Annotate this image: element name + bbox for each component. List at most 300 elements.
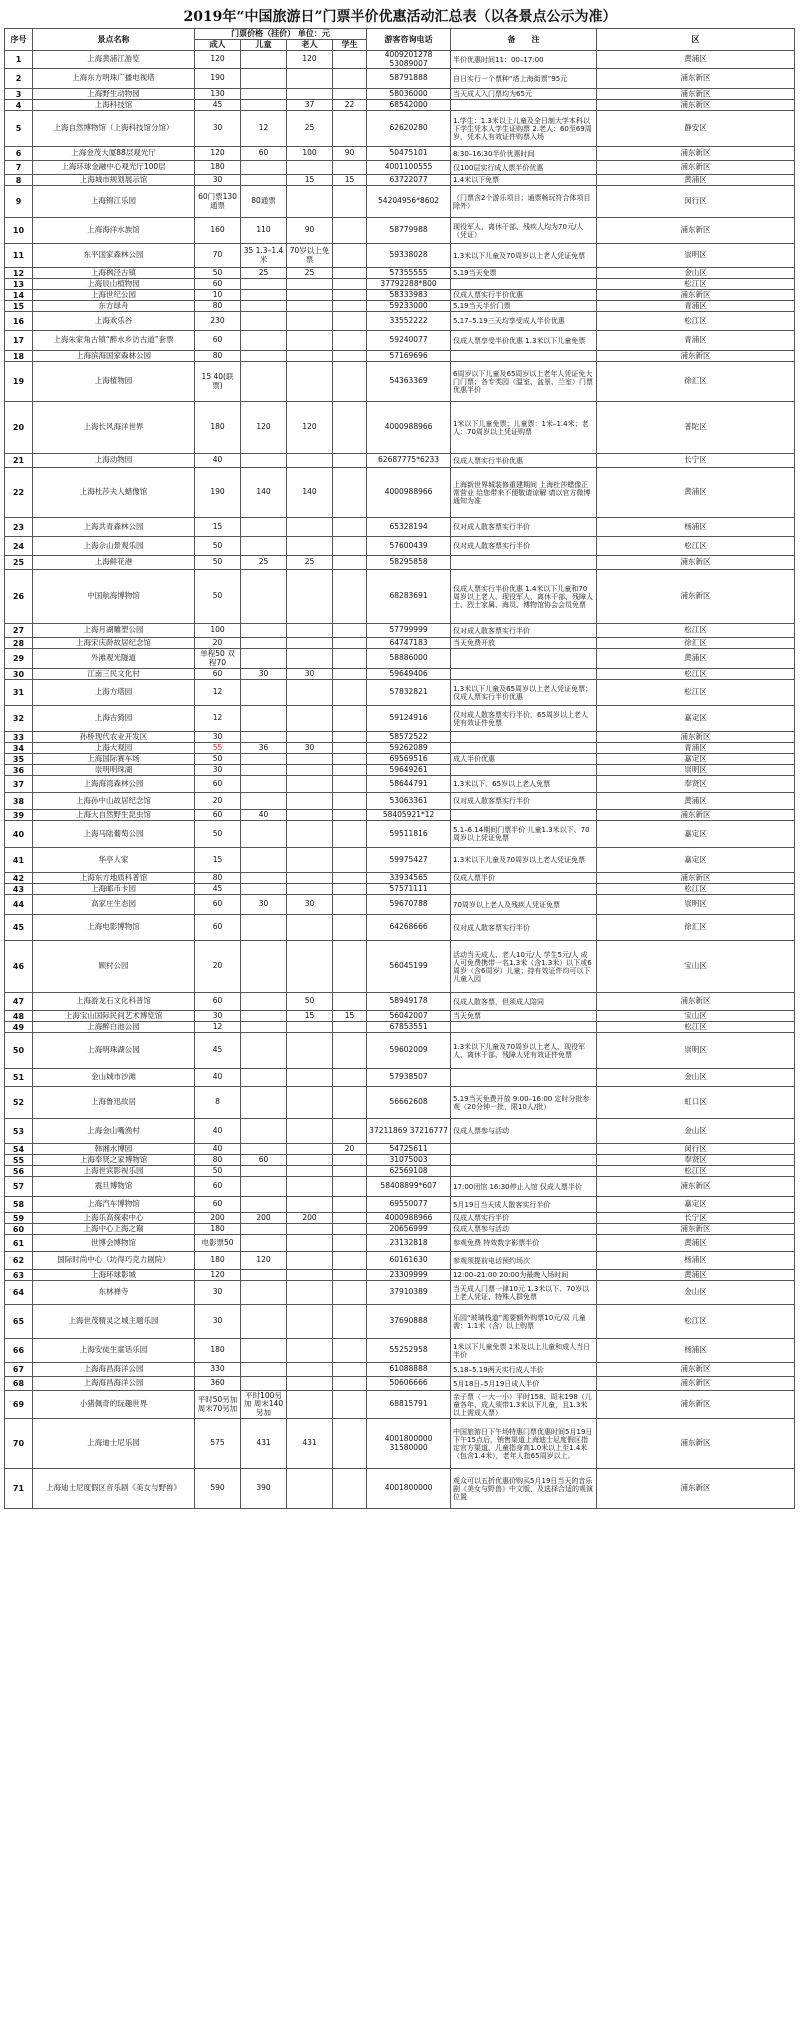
cell-seq: 12 (5, 268, 33, 279)
cell-seq: 62 (5, 1252, 33, 1270)
cell-note (451, 669, 597, 680)
cell-phone: 54725611 (367, 1144, 451, 1155)
table-row (5, 680, 795, 706)
cell-adult: 60 (195, 810, 241, 821)
cell-note: 1.3米以下儿童及65周岁以上老人凭证免票；仅成人票实行半价优惠 (451, 680, 597, 706)
cell-name: 华亭人家 (33, 848, 195, 873)
cell-seq: 11 (5, 244, 33, 268)
table-row (5, 537, 795, 556)
cell-phone: 58333983 (367, 290, 451, 301)
cell-child (241, 638, 287, 649)
cell-note: 5.19当天免票 (451, 268, 597, 279)
cell-child (241, 776, 287, 793)
cell-district: 松江区 (597, 537, 795, 556)
cell-district: 松江区 (597, 680, 795, 706)
cell-name: 上海国际赛车场 (33, 754, 195, 765)
cell-senior: 90 (287, 218, 333, 244)
cell-student (333, 706, 367, 732)
table-row (5, 873, 795, 884)
cell-child (241, 1177, 287, 1197)
table-row (5, 147, 795, 161)
cell-note: 5.19当天免费开放 9:00–16:00 定时分批参观（20分钟一批，限10人/批） (451, 1087, 597, 1119)
cell-note: 1.学生：1.3米以上儿童及全日制大学本科以下学生凭本人学生证购票 2.老人：60至69周岁，凭本人有效证件购票入场 (451, 111, 597, 147)
cell-name: 上海长风海洋世界 (33, 402, 195, 454)
cell-seq: 51 (5, 1069, 33, 1087)
cell-adult: 55 (195, 743, 241, 754)
cell-name: 上海东方地质科普馆 (33, 873, 195, 884)
table-row (5, 1197, 795, 1213)
cell-adult: 12 (195, 680, 241, 706)
cell-seq: 56 (5, 1166, 33, 1177)
cell-child (241, 1011, 287, 1022)
cell-adult: 50 (195, 268, 241, 279)
cell-district: 黄浦区 (597, 1270, 795, 1281)
cell-note: 乐园“玻璃栈道”需要额外购票10元/双 儿童需：1.1米（含）以上购票 (451, 1305, 597, 1339)
cell-note: 仅成人票半价 (451, 873, 597, 884)
table-row (5, 556, 795, 570)
cell-seq: 7 (5, 161, 33, 175)
cell-senior (287, 1033, 333, 1069)
cell-adult: 180 (195, 1252, 241, 1270)
cell-adult: 30 (195, 175, 241, 186)
cell-phone: 59975427 (367, 848, 451, 873)
cell-note: 观众可以五折优惠价购买5月19日当天的音乐剧《美女与野兽》中文版，及选择合适的观演位置 (451, 1469, 597, 1509)
table-row (5, 111, 795, 147)
cell-phone: 4000988966 (367, 1213, 451, 1224)
cell-phone: 58295858 (367, 556, 451, 570)
cell-phone: 58949178 (367, 993, 451, 1011)
cell-phone: 59233000 (367, 301, 451, 312)
cell-senior (287, 1339, 333, 1363)
table-row (5, 1469, 795, 1509)
table-row (5, 69, 795, 89)
table-row (5, 1087, 795, 1119)
cell-adult: 50 (195, 570, 241, 624)
cell-senior (287, 1069, 333, 1087)
cell-senior (287, 351, 333, 362)
cell-note: 仅对成人散客票实行半价 (451, 793, 597, 810)
cell-district: 杨浦区 (597, 1252, 795, 1270)
cell-name: 上海动物园 (33, 454, 195, 468)
cell-student (333, 915, 367, 941)
cell-note: 5.1–6.14期间门票半价 儿童1.3米以下、70周岁以上凭证免票 (451, 821, 597, 848)
cell-name: 上海海湾森林公园 (33, 776, 195, 793)
cell-district: 嘉定区 (597, 848, 795, 873)
table-row (5, 1391, 795, 1419)
cell-student (333, 884, 367, 895)
cell-phone: 60161630 (367, 1252, 451, 1270)
cell-note: 1.3米以下儿童及70周岁以上老人凭证免票 (451, 848, 597, 873)
cell-note: 活动当天成人、老人10元/人 学生5元/人 成人可免费携带一名1.3米（含1.3米）以下或6周岁（含6周岁）儿童；持有效证件均可以下儿童入园 (451, 941, 597, 993)
cell-district: 崇明区 (597, 1033, 795, 1069)
cell-senior (287, 1022, 333, 1033)
cell-phone: 37910389 (367, 1281, 451, 1305)
cell-phone: 4001100555 (367, 161, 451, 175)
cell-note: 参观免费 特效数字影票半价 (451, 1235, 597, 1252)
cell-district: 普陀区 (597, 402, 795, 454)
cell-note: 6周岁以下儿童及65周岁以上老年人凭证免大门门票；各专类园（温室、盆景、兰室）门票优惠半价 (451, 362, 597, 402)
cell-note (451, 649, 597, 669)
cell-seq: 47 (5, 993, 33, 1011)
cell-phone: 59602009 (367, 1033, 451, 1069)
cell-name: 上海自然博物馆（上海科技馆分馆） (33, 111, 195, 147)
cell-phone: 53063361 (367, 793, 451, 810)
cell-adult: 平时50另加 周末70另加 (195, 1391, 241, 1419)
cell-phone: 56662608 (367, 1087, 451, 1119)
cell-seq: 59 (5, 1213, 33, 1224)
cell-note: 5.17–5.19三天均享受成人半价优惠 (451, 312, 597, 331)
cell-child (241, 362, 287, 402)
cell-phone: 58572522 (367, 732, 451, 743)
cell-senior (287, 1166, 333, 1177)
table-row (5, 89, 795, 100)
table-row (5, 941, 795, 993)
cell-district: 嘉定区 (597, 706, 795, 732)
cell-child: 25 (241, 268, 287, 279)
cell-note: 5月19日当天成人散客实行半价 (451, 1197, 597, 1213)
cell-adult: 190 (195, 69, 241, 89)
cell-adult: 50 (195, 821, 241, 848)
cell-seq: 31 (5, 680, 33, 706)
header-price-group: 门票价格（挂价） 单位：元 (195, 29, 367, 40)
cell-senior (287, 290, 333, 301)
cell-child (241, 1166, 287, 1177)
cell-adult: 60 (195, 279, 241, 290)
cell-adult: 电影票50 (195, 1235, 241, 1252)
cell-district: 松江区 (597, 1305, 795, 1339)
cell-seq: 19 (5, 362, 33, 402)
cell-adult: 60 (195, 915, 241, 941)
cell-seq: 49 (5, 1022, 33, 1033)
cell-seq: 8 (5, 175, 33, 186)
cell-student (333, 331, 367, 351)
cell-note: 仅成人票实行半价优惠 (451, 290, 597, 301)
cell-child (241, 279, 287, 290)
table-row (5, 1213, 795, 1224)
cell-adult: 50 (195, 556, 241, 570)
cell-name: 上海杜莎夫人蜡像馆 (33, 468, 195, 518)
cell-district: 浦东新区 (597, 1469, 795, 1509)
cell-senior (287, 1177, 333, 1197)
cell-district: 长宁区 (597, 454, 795, 468)
cell-seq: 29 (5, 649, 33, 669)
cell-district: 黄浦区 (597, 51, 795, 69)
cell-adult: 45 (195, 1033, 241, 1069)
cell-seq: 21 (5, 454, 33, 468)
cell-name: 上海鲜花港 (33, 556, 195, 570)
table-row (5, 290, 795, 301)
cell-student (333, 1177, 367, 1197)
cell-district: 浦东新区 (597, 218, 795, 244)
cell-senior (287, 1155, 333, 1166)
cell-seq: 45 (5, 915, 33, 941)
cell-seq: 9 (5, 186, 33, 218)
table-row (5, 1224, 795, 1235)
cell-senior: 120 (287, 51, 333, 69)
cell-adult: 180 (195, 1339, 241, 1363)
cell-seq: 22 (5, 468, 33, 518)
cell-name: 顾村公园 (33, 941, 195, 993)
cell-student (333, 468, 367, 518)
cell-phone: 23132818 (367, 1235, 451, 1252)
cell-note (451, 1166, 597, 1177)
cell-seq: 52 (5, 1087, 33, 1119)
cell-phone: 55252958 (367, 1339, 451, 1363)
cell-senior (287, 1119, 333, 1144)
cell-note (451, 732, 597, 743)
cell-note: 仅成人票享受半价优惠 1.3米以下儿童免票 (451, 331, 597, 351)
cell-district: 金山区 (597, 1119, 795, 1144)
cell-phone: 69550077 (367, 1197, 451, 1213)
table-row (5, 765, 795, 776)
cell-note (451, 1069, 597, 1087)
cell-senior (287, 518, 333, 537)
cell-note (451, 100, 597, 111)
cell-child (241, 1339, 287, 1363)
cell-child: 35 1.3–1.4米 (241, 244, 287, 268)
cell-district: 虹口区 (597, 1087, 795, 1119)
cell-child (241, 1069, 287, 1087)
cell-phone: 68815791 (367, 1391, 451, 1419)
cell-adult: 12 (195, 706, 241, 732)
table-row (5, 175, 795, 186)
cell-phone: 62687775*6233 (367, 454, 451, 468)
cell-adult: 30 (195, 111, 241, 147)
cell-seq: 39 (5, 810, 33, 821)
cell-district: 浦东新区 (597, 69, 795, 89)
cell-name: 上海孙中山故居纪念馆 (33, 793, 195, 810)
table-row (5, 743, 795, 754)
cell-name: 上海大自然野生昆虫馆 (33, 810, 195, 821)
cell-child: 110 (241, 218, 287, 244)
cell-senior (287, 537, 333, 556)
cell-phone: 54363369 (367, 362, 451, 402)
cell-student (333, 669, 367, 680)
cell-name: 上海金茂大厦88层观光厅 (33, 147, 195, 161)
cell-child: 140 (241, 468, 287, 518)
cell-name: 上海奉贤之家博物馆 (33, 1155, 195, 1166)
cell-seq: 1 (5, 51, 33, 69)
cell-note: 半价优惠时间11：00–17:00 (451, 51, 597, 69)
cell-name: 上海海昌海洋公园 (33, 1363, 195, 1377)
cell-child (241, 1270, 287, 1281)
cell-seq: 66 (5, 1339, 33, 1363)
cell-name: 上海世宾影视乐园 (33, 1166, 195, 1177)
cell-phone: 59262089 (367, 743, 451, 754)
table-row (5, 1281, 795, 1305)
table-row (5, 161, 795, 175)
header-student: 学生 (333, 40, 367, 51)
cell-adult: 60门票130通票 (195, 186, 241, 218)
cell-seq: 27 (5, 624, 33, 638)
cell-senior (287, 279, 333, 290)
cell-district: 崇明区 (597, 244, 795, 268)
cell-note: 上海新世界城装修重建期间 上海杜莎蜡像正常营业 给您带来不便敬请谅解 请以官方微博通知为准 (451, 468, 597, 518)
cell-adult: 20 (195, 638, 241, 649)
cell-district: 奉贤区 (597, 776, 795, 793)
header-district: 区 (597, 29, 795, 51)
cell-note: 现役军人、离休干部、残疾人均为70元/人（凭证） (451, 218, 597, 244)
cell-phone: 20656999 (367, 1224, 451, 1235)
cell-child (241, 1197, 287, 1213)
cell-district: 闵行区 (597, 1144, 795, 1155)
cell-adult: 12 (195, 1022, 241, 1033)
cell-student (333, 268, 367, 279)
cell-district: 宝山区 (597, 941, 795, 993)
cell-senior (287, 301, 333, 312)
cell-name: 上海野生动物园 (33, 89, 195, 100)
cell-child: 平时100另加 周末140另加 (241, 1391, 287, 1419)
cell-student (333, 1469, 367, 1509)
cell-name: 上海朱家角古镇“醉水乡访古道”套票 (33, 331, 195, 351)
cell-student (333, 680, 367, 706)
cell-seq: 5 (5, 111, 33, 147)
cell-district: 松江区 (597, 624, 795, 638)
cell-student (333, 1235, 367, 1252)
table-row (5, 810, 795, 821)
cell-adult: 20 (195, 941, 241, 993)
cell-senior (287, 884, 333, 895)
cell-student (333, 993, 367, 1011)
header-senior: 老人 (287, 40, 333, 51)
cell-seq: 64 (5, 1281, 33, 1305)
cell-seq: 48 (5, 1011, 33, 1022)
table-row (5, 268, 795, 279)
table-row (5, 244, 795, 268)
cell-seq: 68 (5, 1377, 33, 1391)
cell-senior (287, 754, 333, 765)
cell-student (333, 556, 367, 570)
cell-note: 1米以下儿童免票 1米及以上儿童和成人当日半价 (451, 1339, 597, 1363)
table-row (5, 1419, 795, 1469)
cell-adult: 40 (195, 1144, 241, 1155)
cell-child (241, 1377, 287, 1391)
cell-child (241, 290, 287, 301)
table-row (5, 821, 795, 848)
cell-seq: 71 (5, 1469, 33, 1509)
cell-district: 奉贤区 (597, 1155, 795, 1166)
cell-name: 震旦博物馆 (33, 1177, 195, 1197)
cell-district: 浦东新区 (597, 1224, 795, 1235)
cell-senior: 37 (287, 100, 333, 111)
cell-phone: 58886000 (367, 649, 451, 669)
cell-phone: 62620280 (367, 111, 451, 147)
cell-district: 浦东新区 (597, 1363, 795, 1377)
cell-district: 松江区 (597, 279, 795, 290)
cell-adult: 130 (195, 89, 241, 100)
cell-seq: 4 (5, 100, 33, 111)
cell-student (333, 1252, 367, 1270)
cell-note: 5.19当天半价门票 (451, 301, 597, 312)
cell-note: 1.3米以下儿童及70周岁以上老人、现役军人、离休干部、残障人凭有效证件免票 (451, 1033, 597, 1069)
cell-senior: 25 (287, 111, 333, 147)
cell-seq: 35 (5, 754, 33, 765)
cell-name: 上海共青森林公园 (33, 518, 195, 537)
table-row (5, 100, 795, 111)
cell-name: 上海海昌海洋公园 (33, 1377, 195, 1391)
cell-name: 上海东方明珠广播电视塔 (33, 69, 195, 89)
cell-seq: 63 (5, 1270, 33, 1281)
cell-student (333, 1022, 367, 1033)
cell-name: 上海世纪公园 (33, 290, 195, 301)
cell-adult: 50 (195, 1166, 241, 1177)
cell-name: 上海邮币卡园 (33, 884, 195, 895)
cell-senior (287, 624, 333, 638)
cell-child (241, 649, 287, 669)
cell-student (333, 186, 367, 218)
cell-name: 上海汽车博物馆 (33, 1197, 195, 1213)
cell-child (241, 537, 287, 556)
cell-phone: 64268666 (367, 915, 451, 941)
cell-name: 上海滨海国家森林公园 (33, 351, 195, 362)
cell-phone: 50475101 (367, 147, 451, 161)
cell-name: 上海枫泾古镇 (33, 268, 195, 279)
cell-adult: 180 (195, 402, 241, 454)
cell-student (333, 51, 367, 69)
cell-phone: 67853551 (367, 1022, 451, 1033)
cell-seq: 41 (5, 848, 33, 873)
cell-seq: 57 (5, 1177, 33, 1197)
cell-adult: 120 (195, 147, 241, 161)
cell-child (241, 312, 287, 331)
cell-phone: 57600439 (367, 537, 451, 556)
cell-child (241, 754, 287, 765)
cell-adult: 30 (195, 1011, 241, 1022)
cell-student (333, 821, 367, 848)
cell-senior (287, 793, 333, 810)
cell-adult: 15 (195, 848, 241, 873)
cell-phone: 54204956*8602 (367, 186, 451, 218)
table-row (5, 1033, 795, 1069)
cell-child (241, 624, 287, 638)
cell-name: 上海黄浦江游览 (33, 51, 195, 69)
cell-senior (287, 362, 333, 402)
cell-student (333, 1069, 367, 1087)
cell-name: 上海锦江乐园 (33, 186, 195, 218)
table-row (5, 1069, 795, 1087)
cell-district: 松江区 (597, 669, 795, 680)
table-row (5, 1305, 795, 1339)
cell-note: 5月18日–5月19日成人半价 (451, 1377, 597, 1391)
cell-senior (287, 1235, 333, 1252)
cell-student (333, 765, 367, 776)
cell-name: 金山城市沙滩 (33, 1069, 195, 1087)
table-row (5, 51, 795, 69)
cell-student (333, 649, 367, 669)
cell-name: 上海月湖雕塑公园 (33, 624, 195, 638)
cell-adult: 80 (195, 351, 241, 362)
cell-phone: 57832821 (367, 680, 451, 706)
cell-district: 崇明区 (597, 765, 795, 776)
cell-adult: 180 (195, 161, 241, 175)
cell-name: 上海欢乐谷 (33, 312, 195, 331)
cell-district: 青浦区 (597, 331, 795, 351)
cell-adult: 160 (195, 218, 241, 244)
cell-child: 60 (241, 1155, 287, 1166)
cell-senior (287, 331, 333, 351)
cell-phone: 59649406 (367, 669, 451, 680)
cell-student (333, 624, 367, 638)
cell-note: 仅对成人散客票实行半价 (451, 518, 597, 537)
cell-child (241, 331, 287, 351)
cell-district: 浦东新区 (597, 1419, 795, 1469)
cell-senior: 30 (287, 669, 333, 680)
cell-child (241, 1022, 287, 1033)
cell-senior (287, 1144, 333, 1155)
cell-child: 120 (241, 402, 287, 454)
cell-seq: 30 (5, 669, 33, 680)
cell-name: 孙桥现代农业开发区 (33, 732, 195, 743)
